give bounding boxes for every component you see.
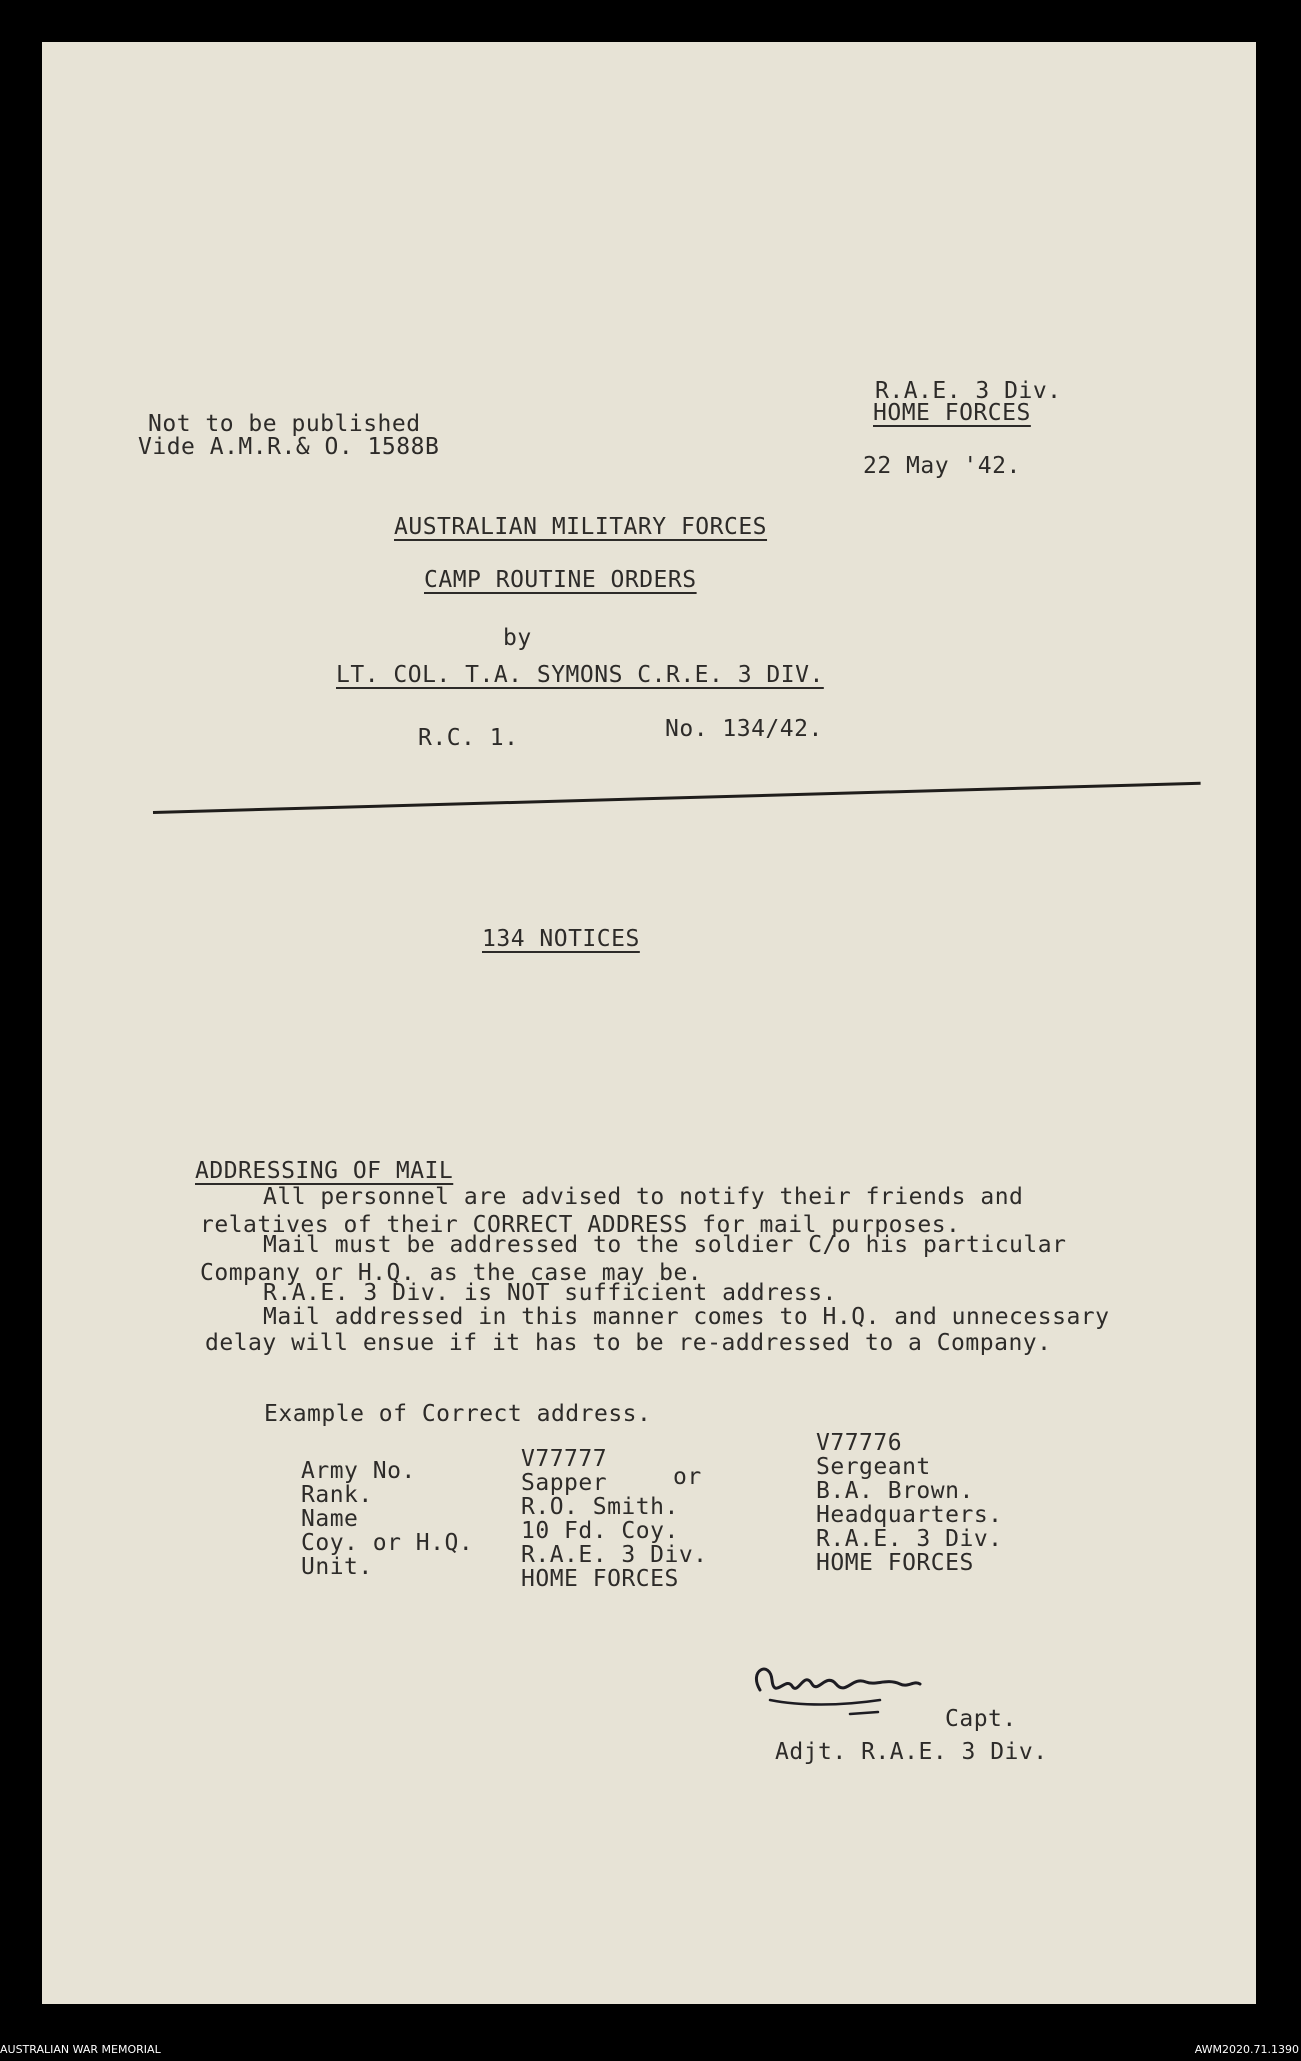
example-1-value: HOME FORCES [521,1566,679,1592]
example-2-value: R.A.E. 3 Div. [816,1526,1003,1552]
example-1-value: R.A.E. 3 Div. [521,1542,708,1568]
example-1-value: R.O. Smith. [521,1494,679,1520]
title-orders: CAMP ROUTINE ORDERS [424,567,697,593]
footer-accession-number: AWM2020.71.1390 [1194,2043,1299,2056]
restriction-line-2: Vide A.M.R.& O. 1588B [138,434,440,460]
restriction-line-1: Not to be published [148,411,421,437]
routine-code: R.C. 1. [418,725,519,751]
paragraph-line: All personnel are advised to notify their friends and [263,1184,1024,1210]
field-label: Name [301,1506,359,1532]
unit-line: R.A.E. 3 Div. [875,378,1062,404]
example-1-value: V77777 [521,1446,608,1472]
example-1-value: Sapper [521,1470,608,1496]
example-label: Example of Correct address. [264,1401,652,1427]
order-number: No. 134/42. [665,716,823,742]
footer-source: AUSTRALIAN WAR MEMORIAL [0,2043,161,2056]
or-label: or [673,1464,702,1490]
title-forces: AUSTRALIAN MILITARY FORCES [394,514,768,540]
example-2-value: Headquarters. [816,1502,1003,1528]
field-label: Rank. [301,1482,373,1508]
document-date: 22 May '42. [863,453,1021,479]
field-label: Unit. [301,1554,373,1580]
field-label: Coy. or H.Q. [301,1530,474,1556]
paragraph-line: Mail must be addressed to the soldier C/o his particular [263,1232,1067,1258]
signatory-title: Adjt. R.A.E. 3 Div. [775,1739,1048,1765]
paragraph-line: Mail addressed in this manner comes to H.Q. and unnecessary [263,1304,1110,1330]
signatory-rank: Capt. [945,1706,1017,1732]
example-2-value: B.A. Brown. [816,1478,974,1504]
paragraph-line: R.A.E. 3 Div. is NOT sufficient address. [263,1280,837,1306]
paragraph-line: delay will ensue if it has to be re-addressed to a Company. [205,1330,1052,1356]
forces-line: HOME FORCES [873,400,1031,426]
section-heading: ADDRESSING OF MAIL [195,1158,454,1184]
example-2-value: Sergeant [816,1454,931,1480]
title-by: by [503,625,532,651]
example-1-value: 10 Fd. Coy. [521,1518,679,1544]
notices-heading: 134 NOTICES [482,926,640,952]
example-2-value: HOME FORCES [816,1550,974,1576]
paragraph-line: relatives of their CORRECT ADDRESS for mail purposes. [200,1212,961,1238]
example-2-value: V77776 [816,1430,903,1456]
field-label: Army No. [301,1458,416,1484]
paragraph-line: Company or H.Q. as the case may be. [200,1260,703,1286]
title-commander: LT. COL. T.A. SYMONS C.R.E. 3 DIV. [336,662,824,688]
